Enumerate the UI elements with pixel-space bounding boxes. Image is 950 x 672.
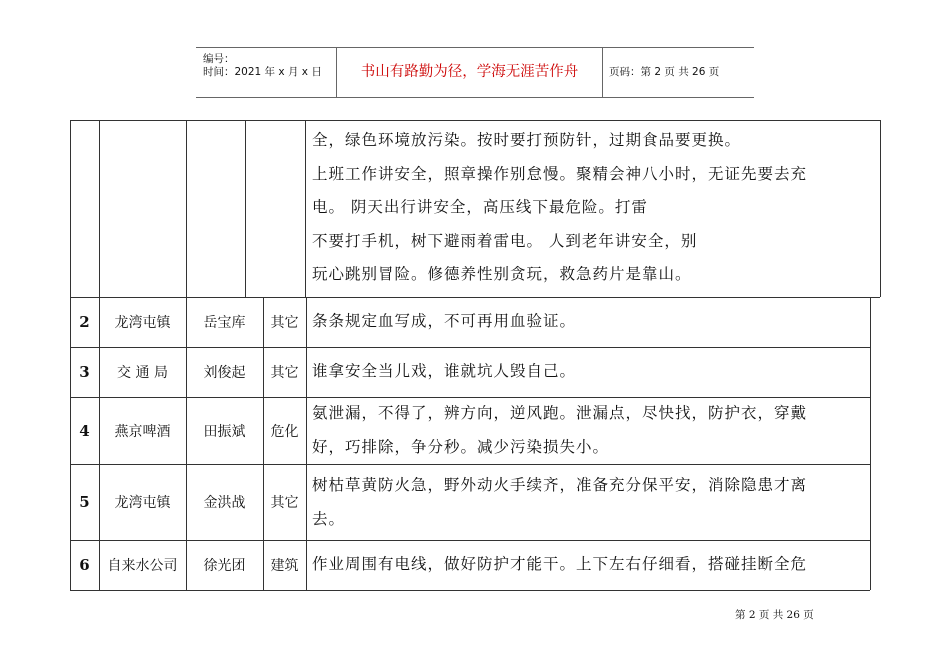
row-name: 徐光团 bbox=[203, 558, 246, 574]
continued-content bbox=[312, 124, 807, 292]
number-label: 编号： bbox=[203, 53, 235, 65]
row-category: 危化 bbox=[270, 423, 299, 440]
time-label: 时间：2021 年 x 月 x 日 bbox=[203, 66, 322, 78]
row-category: 其它 bbox=[270, 365, 299, 381]
row-name: 岳宝库 bbox=[203, 315, 246, 331]
row-unit: 交 通 局 bbox=[117, 365, 168, 381]
content-line: 作业周围有电线，做好防护才能干。上下左右仔细看，搭碰挂断全危 bbox=[312, 555, 808, 573]
content-line: 谁拿安全当儿戏，谁就坑人毁自己。 bbox=[312, 362, 577, 380]
row-category: 其它 bbox=[270, 315, 299, 331]
row-content bbox=[312, 355, 576, 389]
row-content bbox=[312, 397, 807, 464]
row-content bbox=[312, 305, 576, 339]
row-number: 6 bbox=[79, 556, 90, 574]
header-page-code: 页码：第 2 页 共 26 页 bbox=[609, 66, 720, 78]
row-unit: 龙湾屯镇 bbox=[114, 495, 171, 511]
content-line: 好，巧排除，争分秒。减少污染损失小。 bbox=[312, 437, 610, 456]
header-meta bbox=[196, 48, 336, 97]
page-header bbox=[196, 47, 754, 98]
row-number: 5 bbox=[79, 493, 90, 511]
row-unit: 自来水公司 bbox=[107, 558, 178, 574]
content-line: 全，绿色环境放污染。按时要打预防针，过期食品要更换。 bbox=[312, 131, 742, 149]
content-line: 树枯草黄防火急，野外动火手续齐，准备充分保平安，消除隐患才离 bbox=[312, 476, 808, 494]
row-content bbox=[312, 548, 807, 582]
header-motto: 书山有路勤为径，学海无涯苦作舟 bbox=[336, 48, 603, 97]
row-name: 田振斌 bbox=[203, 423, 246, 440]
row-category: 建筑 bbox=[270, 558, 299, 574]
page-footer: 第 2 页 共 26 页 bbox=[735, 609, 814, 621]
row-unit: 龙湾屯镇 bbox=[114, 315, 171, 331]
content-line: 电。 阴天出行讲安全，高压线下最危险。打雷 bbox=[312, 198, 648, 216]
row-number: 4 bbox=[79, 421, 90, 440]
content-line: 上班工作讲安全，照章操作别怠慢。聚精会神八小时，无证先要去充 bbox=[312, 164, 808, 183]
row-content bbox=[312, 469, 807, 536]
row-number: 3 bbox=[79, 363, 90, 381]
row-name: 刘俊起 bbox=[203, 365, 246, 381]
row-number: 2 bbox=[79, 313, 90, 331]
content-line: 氨泄漏，不得了，辨方向，逆风跑。泄漏点，尽快找，防护衣，穿戴 bbox=[312, 404, 808, 422]
content-line: 玩心跳别冒险。修德养性别贪玩，救急药片是靠山。 bbox=[312, 265, 692, 283]
row-unit: 燕京啤酒 bbox=[114, 423, 171, 440]
row-category: 其它 bbox=[270, 495, 299, 511]
content-line: 去。 bbox=[312, 509, 346, 528]
content-line: 不要打手机，树下避雨着雷电。 人到老年讲安全，别 bbox=[312, 231, 698, 250]
row-name: 金洪战 bbox=[203, 495, 246, 511]
content-line: 条条规定血写成，不可再用血验证。 bbox=[312, 312, 577, 330]
